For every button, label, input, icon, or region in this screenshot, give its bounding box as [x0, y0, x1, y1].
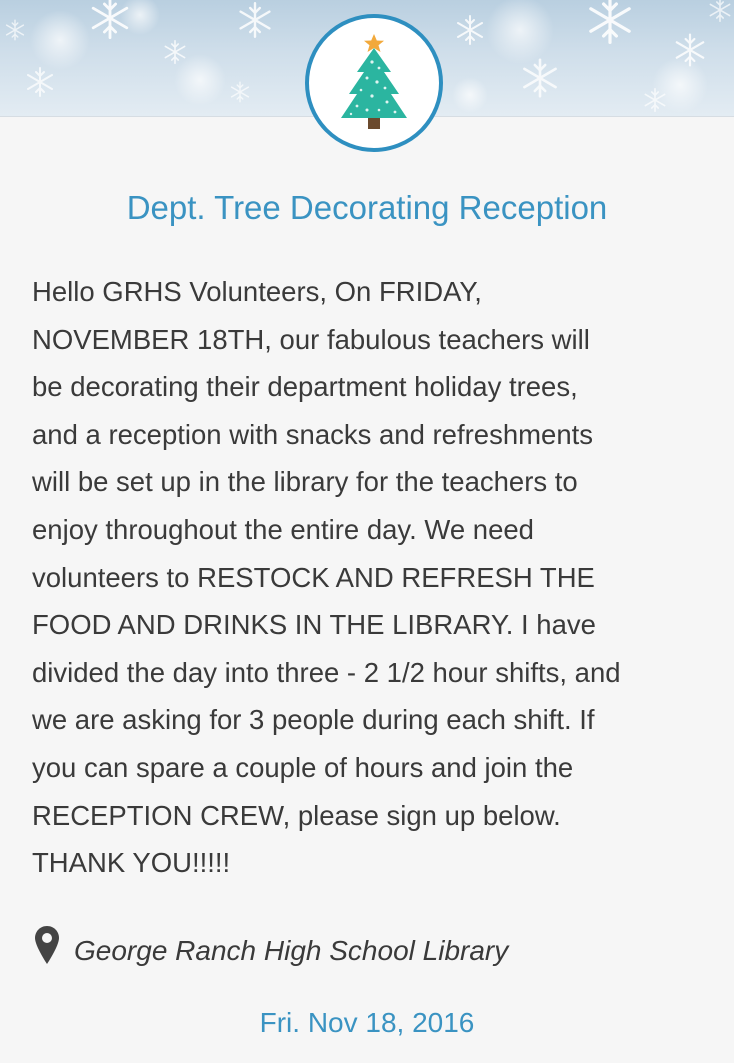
christmas-tree-icon: [339, 34, 409, 132]
description-line: be decorating their department holiday trees,: [32, 371, 578, 403]
map-pin-icon: [34, 925, 60, 965]
description-line: you can spare a couple of hours and join the: [32, 751, 574, 783]
description-line: and a reception with snacks and refreshments: [32, 418, 593, 450]
description-line: will be set up in the library for the teachers to: [32, 466, 578, 498]
location-name[interactable]: George Ranch High School Library: [74, 935, 509, 966]
description-line: NOVEMBER 18TH, our fabulous teachers will: [32, 323, 590, 355]
event-date: Fri. Nov 18, 2016: [259, 1007, 475, 1038]
event-title: Dept. Tree Decorating Reception: [126, 189, 608, 226]
tree-badge: [305, 14, 443, 152]
description-line: RECEPTION CREW, please sign up below.: [32, 799, 561, 831]
event-location[interactable]: [34, 924, 508, 978]
description-line: volunteers to RESTOCK AND REFRESH THE: [32, 561, 595, 593]
description-line: THANK YOU!!!!!: [32, 847, 231, 879]
description-line: we are asking for 3 people during each shift. If: [32, 704, 595, 736]
description-line: Hello GRHS Volunteers, On FRIDAY,: [32, 276, 482, 307]
event-description: [32, 268, 722, 887]
description-line: divided the day into three - 2 1/2 hour shifts, and: [32, 656, 621, 688]
description-line: FOOD AND DRINKS IN THE LIBRARY. I have: [32, 609, 596, 641]
description-line: enjoy throughout the entire day. We need: [32, 513, 534, 545]
